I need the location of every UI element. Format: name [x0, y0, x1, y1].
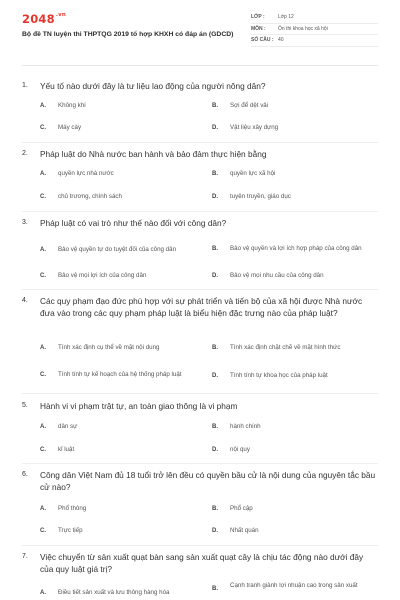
option-3d[interactable]	[212, 269, 324, 283]
option-text: dân sự	[58, 422, 78, 430]
option-6b[interactable]	[212, 502, 253, 516]
option-2d[interactable]	[212, 190, 291, 204]
option-5a[interactable]	[40, 420, 77, 434]
option-4d[interactable]	[212, 369, 328, 383]
option-letter: A.	[40, 103, 46, 109]
option-text: Vật liệu xây dựng	[230, 123, 279, 131]
option-5d[interactable]	[212, 443, 250, 457]
question-divider	[22, 142, 378, 143]
option-1d[interactable]	[212, 121, 278, 135]
option-2c[interactable]	[40, 190, 122, 204]
meta-table	[251, 12, 378, 47]
option-text: nội quy	[230, 445, 250, 453]
question-number: 7.	[22, 553, 28, 560]
question-text: Việc chuyển từ sản xuất quạt bàn sang sản xuất quạt cây là chịu tác động nào dưới đây của quy luật giá trị?	[40, 552, 364, 574]
meta-value: 40	[278, 37, 284, 44]
option-letter: C.	[40, 528, 46, 534]
question-text: Pháp luật có vai trò như thế nào đối với công dân?	[40, 218, 227, 228]
meta-row-class	[251, 12, 378, 24]
question-number: 6.	[22, 471, 28, 478]
option-2a[interactable]	[40, 167, 114, 181]
option-text: Bảo vệ quyền tự do tuyệt đối của công dân	[58, 245, 177, 253]
question-number: 2.	[22, 150, 28, 157]
option-2b[interactable]	[212, 167, 275, 181]
option-text: Bảo vệ mọi nhu cầu của công dân	[230, 271, 324, 279]
option-text: tuyên truyền, giáo dục	[230, 192, 291, 200]
option-letter: D.	[212, 194, 218, 200]
site-logo[interactable]	[22, 12, 66, 26]
option-letter: D.	[212, 373, 218, 379]
question-text: Pháp luật do Nhà nước ban hành và bảo đảm thực hiện bằng	[40, 149, 267, 159]
option-letter: B.	[212, 345, 218, 351]
option-6a[interactable]	[40, 502, 86, 516]
option-letter: B.	[212, 586, 218, 592]
question-number: 5.	[22, 402, 28, 409]
option-letter: B.	[212, 246, 218, 252]
option-4b[interactable]	[212, 341, 340, 355]
question-divider	[22, 211, 378, 212]
option-letter: D.	[212, 125, 218, 131]
question-number: 4.	[22, 297, 28, 304]
option-text: Phổ thông	[58, 504, 87, 512]
question-number: 3.	[22, 219, 28, 226]
option-text: Bảo vệ quyền và lợi ích hợp pháp của công dân	[230, 244, 362, 252]
option-letter: C.	[40, 273, 46, 279]
question-text: Công dân Việt Nam đủ 18 tuổi trở lên đều có quyền bầu cử là nội dung của nguyên tắc bầu cử nào?	[40, 470, 376, 492]
option-letter: A.	[40, 345, 46, 351]
question-number: 1.	[22, 82, 28, 89]
option-3a[interactable]	[40, 243, 176, 257]
document-title: Bộ đề TN luyện thi THPTQG 2019 tổ hợp KHXH có đáp án (GDCD)	[22, 31, 234, 38]
meta-key: SỐ CÂU :	[251, 37, 274, 44]
meta-key: LỚP :	[251, 14, 265, 21]
option-text: Tính xác định cụ thể về mặt nội dung	[58, 343, 160, 351]
question-divider	[22, 289, 378, 290]
option-letter: C.	[40, 194, 46, 200]
meta-key: MÔN :	[251, 25, 266, 32]
meta-row-subject	[251, 24, 378, 36]
option-3c[interactable]	[40, 269, 146, 283]
option-letter: A.	[40, 424, 46, 430]
option-text: Sợi để dệt vải	[230, 101, 269, 109]
option-letter: D.	[212, 447, 218, 453]
meta-value: Lớp 12	[278, 14, 294, 21]
option-text: chủ trương, chính sách	[58, 192, 122, 200]
option-text: Trực tiếp	[58, 526, 83, 534]
option-letter: A.	[40, 247, 46, 253]
option-text: Nhất quán	[230, 526, 259, 534]
option-text: Tính tính tự khoa học của pháp luật	[230, 371, 328, 379]
option-text: Tính xác định chặt chẽ về mặt hình thức	[230, 343, 341, 351]
option-text: kỉ luật	[58, 445, 75, 453]
logo-suffix: .vn	[55, 12, 67, 18]
option-letter: C.	[40, 447, 46, 453]
question-divider	[22, 463, 378, 464]
logo-text: 2048	[22, 12, 55, 26]
meta-value: Ôn thi khoa học xã hội	[278, 25, 328, 32]
option-letter: D.	[212, 273, 218, 279]
question-divider	[22, 545, 378, 546]
option-text: Phổ cập	[230, 504, 253, 512]
option-letter: D.	[212, 528, 218, 534]
option-3b[interactable]	[212, 237, 380, 261]
header-divider	[22, 65, 378, 66]
option-letter: B.	[212, 171, 218, 177]
option-letter: A.	[40, 590, 46, 596]
option-letter: C.	[40, 372, 46, 378]
option-1c[interactable]	[40, 121, 81, 135]
option-text: Tính tính tự kế hoạch của hệ thống pháp luật	[58, 370, 182, 378]
question-divider	[22, 393, 378, 394]
option-text: hành chính	[230, 422, 261, 430]
option-4a[interactable]	[40, 341, 159, 355]
option-text: Bảo vệ mọi lợi ích của công dân	[58, 271, 147, 279]
option-7a[interactable]	[40, 586, 169, 600]
option-1a[interactable]	[40, 99, 86, 113]
option-letter: C.	[40, 125, 46, 131]
option-5b[interactable]	[212, 420, 261, 434]
option-6c[interactable]	[40, 524, 83, 538]
option-letter: A.	[40, 506, 46, 512]
question-text: Hành vi vi phạm trật tự, an toàn giao thông là vi phạm	[40, 401, 238, 411]
meta-row-count	[251, 35, 378, 47]
option-text: Máy cày	[58, 123, 82, 131]
option-letter: B.	[212, 424, 218, 430]
option-text: Không khí	[58, 101, 86, 109]
option-text: Điều tiết sản xuất và lưu thông hàng hóa	[58, 588, 170, 596]
option-text: Cạnh tranh giành lợi nhuận cao trong sản xuất	[230, 582, 358, 589]
header	[22, 12, 378, 56]
option-4c[interactable]	[40, 363, 188, 387]
option-6d[interactable]	[212, 524, 259, 538]
option-7b[interactable]	[212, 582, 380, 600]
option-text: quyền lực xã hội	[230, 169, 276, 177]
option-text: quyền lực nhà nước	[58, 169, 114, 177]
option-letter: A.	[40, 171, 46, 177]
question-text: Các quy phạm đạo đức phù hợp với sự phát triển và tiến bộ của xã hội được Nhà nước đưa vào trong các quy phạm pháp luật là biểu hiện đặc trưng nào của pháp luật?	[40, 296, 363, 318]
question-text: Yếu tố nào dưới đây là tư liệu lao động của người nông dân?	[40, 81, 266, 91]
option-5c[interactable]	[40, 443, 74, 457]
option-1b[interactable]	[212, 99, 268, 113]
option-letter: B.	[212, 103, 218, 109]
option-letter: B.	[212, 506, 218, 512]
